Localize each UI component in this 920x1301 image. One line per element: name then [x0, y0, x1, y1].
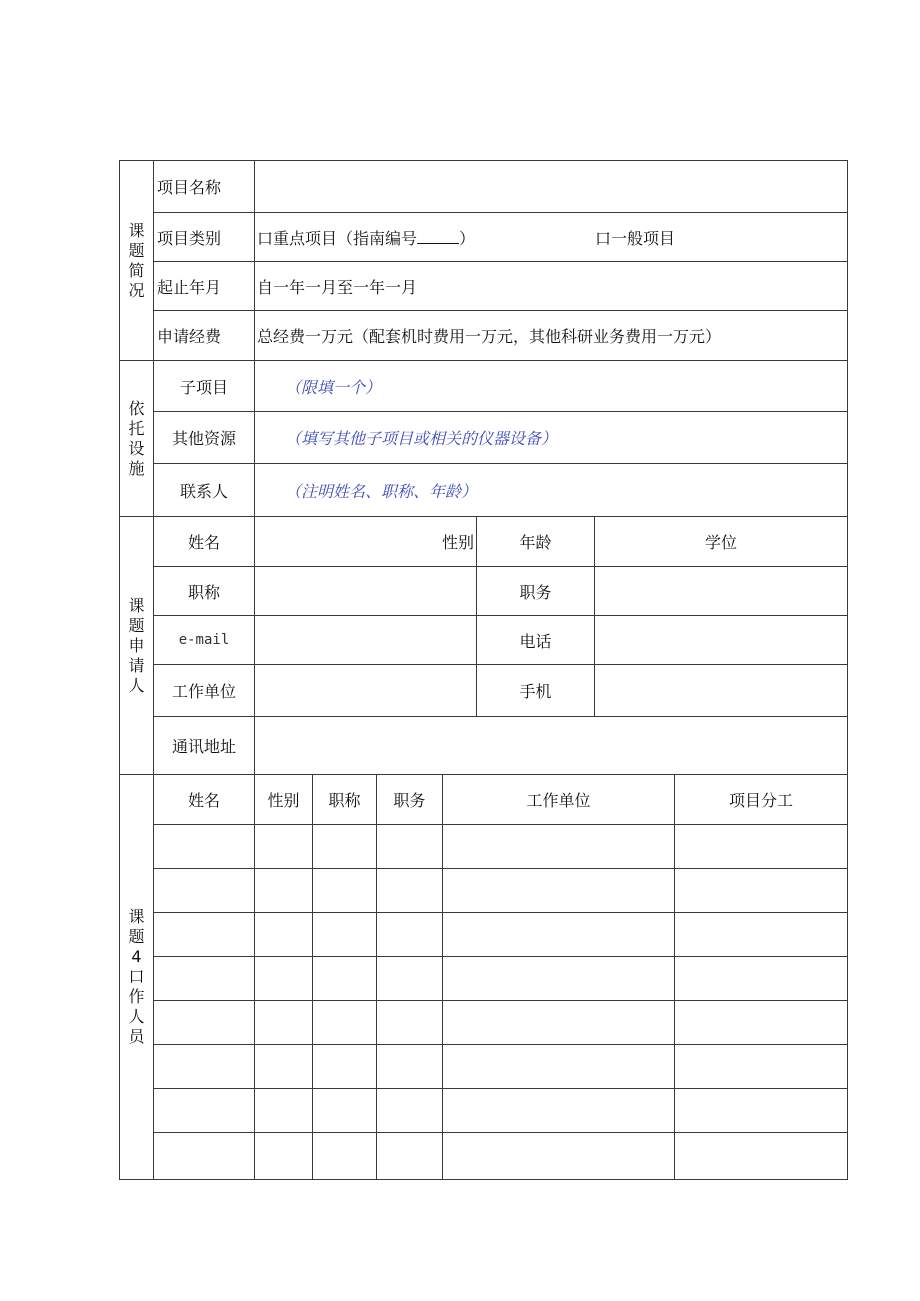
applicant-name-label: 姓名 — [154, 517, 255, 567]
staff-name-cell[interactable] — [154, 1045, 255, 1089]
staff-row — [120, 913, 848, 957]
staff-position-cell[interactable] — [377, 825, 443, 869]
staff-gender-cell[interactable] — [255, 957, 313, 1001]
section-applicant-label: 课题申请人 — [128, 595, 145, 695]
staff-row — [120, 1133, 848, 1180]
staff-title-cell[interactable] — [313, 825, 377, 869]
staff-gender-cell[interactable] — [255, 1133, 313, 1180]
guide-number-blank[interactable] — [417, 229, 459, 244]
staff-title-cell[interactable] — [313, 1045, 377, 1089]
staff-position-cell[interactable] — [377, 957, 443, 1001]
staff-role-cell[interactable] — [675, 957, 848, 1001]
staff-gender-cell[interactable] — [255, 1001, 313, 1045]
staff-header-unit: 工作单位 — [443, 775, 675, 825]
staff-role-cell[interactable] — [675, 825, 848, 869]
applicant-mobile-label: 手机 — [477, 665, 595, 717]
contact-label: 联系人 — [154, 464, 255, 517]
applicant-unit-field[interactable] — [255, 665, 477, 717]
staff-header-gender: 性别 — [255, 775, 313, 825]
applicant-position-field[interactable] — [595, 567, 848, 616]
staff-gender-cell[interactable] — [255, 869, 313, 913]
staff-role-cell[interactable] — [675, 869, 848, 913]
staff-unit-cell[interactable] — [443, 1133, 675, 1180]
applicant-email-label: e-mail — [154, 616, 255, 665]
staff-header-role: 项目分工 — [675, 775, 848, 825]
staff-row — [120, 1089, 848, 1133]
section-staff-label: 课题4口作人员 — [128, 907, 145, 1046]
staff-role-cell[interactable] — [675, 1133, 848, 1180]
applicant-mobile-field[interactable] — [595, 665, 848, 717]
staff-gender-cell[interactable] — [255, 825, 313, 869]
staff-row — [120, 1045, 848, 1089]
other-resources-field[interactable]: （填写其他子项目或相关的仪器设备） — [255, 412, 848, 464]
staff-position-cell[interactable] — [377, 1089, 443, 1133]
staff-position-cell[interactable] — [377, 869, 443, 913]
fund-field[interactable]: 总经费一万元（配套机时费用一万元，其他科研业务费用一万元） — [255, 311, 848, 361]
staff-position-cell[interactable] — [377, 1045, 443, 1089]
staff-unit-cell[interactable] — [443, 1045, 675, 1089]
staff-name-cell[interactable] — [154, 1089, 255, 1133]
staff-position-cell[interactable] — [377, 1001, 443, 1045]
staff-name-cell[interactable] — [154, 1133, 255, 1180]
staff-header-position: 职务 — [377, 775, 443, 825]
applicant-age-label: 年龄 — [477, 517, 595, 567]
contact-field[interactable]: （注明姓名、职称、年龄） — [255, 464, 848, 517]
staff-unit-cell[interactable] — [443, 1001, 675, 1045]
applicant-address-label: 通讯地址 — [154, 717, 255, 775]
applicant-gender-label: 性别 — [255, 517, 477, 567]
staff-name-cell[interactable] — [154, 825, 255, 869]
applicant-unit-label: 工作单位 — [154, 665, 255, 717]
staff-title-cell[interactable] — [313, 1089, 377, 1133]
staff-title-cell[interactable] — [313, 1133, 377, 1180]
staff-gender-cell[interactable] — [255, 1045, 313, 1089]
staff-role-cell[interactable] — [675, 913, 848, 957]
project-name-label: 项目名称 — [154, 161, 255, 213]
staff-unit-cell[interactable] — [443, 869, 675, 913]
staff-position-cell[interactable] — [377, 1133, 443, 1180]
staff-row — [120, 1001, 848, 1045]
section-applicant — [120, 517, 154, 775]
project-name-field[interactable] — [255, 161, 848, 213]
section-facility-label: 依托设施 — [128, 398, 145, 478]
staff-gender-cell[interactable] — [255, 913, 313, 957]
staff-unit-cell[interactable] — [443, 825, 675, 869]
applicant-title-label: 职称 — [154, 567, 255, 616]
project-type-field[interactable] — [255, 213, 848, 262]
staff-title-cell[interactable] — [313, 1001, 377, 1045]
general-project-option[interactable]: 口一般项目 — [595, 228, 676, 248]
project-type-label: 项目类别 — [154, 213, 255, 262]
staff-title-cell[interactable] — [313, 913, 377, 957]
fund-label: 申请经费 — [154, 311, 255, 361]
staff-role-cell[interactable] — [675, 1089, 848, 1133]
key-project-close: ） — [459, 228, 476, 248]
section-brief-label: 课题简况 — [128, 220, 145, 300]
staff-unit-cell[interactable] — [443, 1089, 675, 1133]
staff-name-cell[interactable] — [154, 1001, 255, 1045]
staff-role-cell[interactable] — [675, 1001, 848, 1045]
staff-name-cell[interactable] — [154, 869, 255, 913]
subproject-label: 子项目 — [154, 361, 255, 412]
applicant-title-field[interactable] — [255, 567, 477, 616]
applicant-position-label: 职务 — [477, 567, 595, 616]
staff-unit-cell[interactable] — [443, 913, 675, 957]
applicant-email-field[interactable] — [255, 616, 477, 665]
staff-row — [120, 957, 848, 1001]
section-facility — [120, 361, 154, 517]
staff-title-cell[interactable] — [313, 869, 377, 913]
staff-position-cell[interactable] — [377, 913, 443, 957]
staff-title-cell[interactable] — [313, 957, 377, 1001]
application-form — [119, 160, 848, 1180]
key-project-option[interactable]: 口重点项目（指南编号 — [257, 228, 418, 248]
section-brief — [120, 161, 154, 361]
staff-name-cell[interactable] — [154, 913, 255, 957]
applicant-phone-label: 电话 — [477, 616, 595, 665]
section-staff — [120, 775, 154, 1180]
other-resources-label: 其他资源 — [154, 412, 255, 464]
period-field[interactable]: 自一年一月至一年一月 — [255, 262, 848, 311]
period-label: 起止年月 — [154, 262, 255, 311]
applicant-degree-label: 学位 — [595, 517, 848, 567]
staff-unit-cell[interactable] — [443, 957, 675, 1001]
staff-name-cell[interactable] — [154, 957, 255, 1001]
staff-header-title: 职称 — [313, 775, 377, 825]
staff-role-cell[interactable] — [675, 1045, 848, 1089]
staff-gender-cell[interactable] — [255, 1089, 313, 1133]
applicant-address-field[interactable] — [255, 717, 848, 775]
applicant-phone-field[interactable] — [595, 616, 848, 665]
staff-row — [120, 869, 848, 913]
staff-row — [120, 825, 848, 869]
subproject-field[interactable]: （限填一个） — [255, 361, 848, 412]
staff-header-name: 姓名 — [154, 775, 255, 825]
